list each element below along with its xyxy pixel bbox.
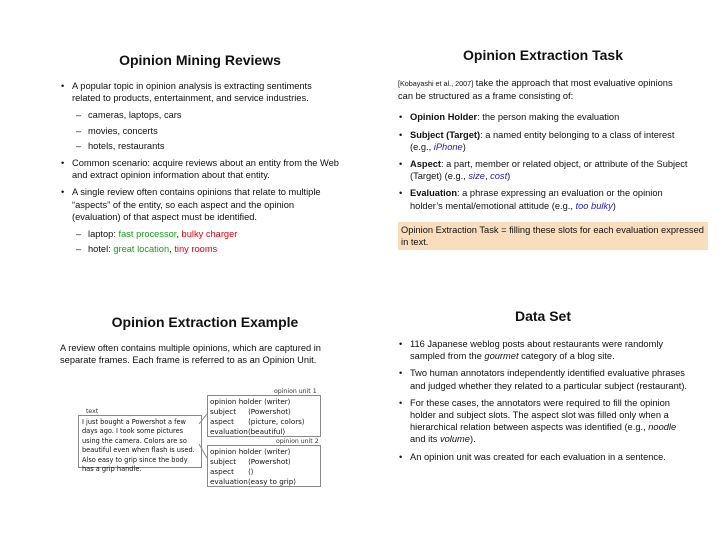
slot-value: ⟨easy to grip⟩ — [247, 477, 297, 486]
label: hotel: — [88, 244, 114, 255]
emphasis: noodle — [648, 422, 677, 433]
bullet-list — [60, 80, 340, 255]
slot-name: Subject (Target) — [410, 129, 481, 140]
citation: [Kobayashi et al., 2007] — [398, 79, 474, 88]
list-item: • Two human annotators independently identified evaluative phrases and judged whether they related to a particular subject (restaurant). — [398, 367, 688, 391]
list-item: • Common scenario: acquire reviews about an entity from the Web and extract opinion information about that entity. — [60, 157, 340, 181]
text-label: text — [86, 408, 99, 415]
slide-data-set — [398, 308, 688, 468]
bullet-text: A popular topic in opinion analysis is extracting sentiments related to products, entertainment, and service industries. — [72, 81, 312, 104]
text: ). — [469, 434, 476, 445]
emphasis: volume — [439, 434, 470, 445]
review-text: I just bought a Powershot a few days ago. I took some pictures using the camera. Colors are so beautiful even when flash is used. Also easy to grip since the body has a grip handle. — [82, 418, 195, 474]
text: category of a blog site. — [518, 351, 615, 362]
example: cost — [490, 171, 508, 182]
slot-desc: : a part, member or related object, or attribute of the Subject (Target) (e.g., — [410, 159, 688, 182]
separator: , — [484, 171, 491, 182]
slot-desc: : the person making the evaluation — [477, 112, 620, 123]
opinion-unit-figure — [76, 388, 326, 500]
paren: ) — [507, 171, 511, 182]
sub-list — [72, 228, 340, 255]
slot-name: Aspect — [410, 159, 442, 170]
intro-paragraph — [398, 77, 688, 102]
slot-key: subject — [210, 457, 237, 466]
slot-value: ⟨Powershot⟩ — [248, 457, 291, 466]
slot-key: evaluation — [210, 477, 248, 486]
slot-value: ⟨beautiful⟩ — [247, 427, 286, 436]
slot-row — [210, 397, 318, 407]
list-item-subject — [398, 129, 688, 153]
positive-aspect: fast processor — [118, 229, 177, 240]
text: For these cases, the annotators were required to fill the opinion holder and subject slots. The aspect slot was filled only when a hierarchical relation between aspects was identified (e.g., — [410, 397, 670, 433]
list-item-evaluation — [398, 187, 688, 211]
list-item — [60, 186, 340, 255]
sub-item: – cameras, laptops, cars — [72, 109, 340, 121]
list-item-aspect — [398, 158, 688, 182]
opinion-unit-2 — [207, 445, 321, 487]
slot-row — [210, 407, 318, 417]
slot-key: aspect — [210, 417, 234, 426]
example: iPhone — [433, 141, 463, 152]
slot-value: ⟨writer⟩ — [263, 447, 291, 456]
slot-key: aspect — [210, 467, 234, 476]
sub-item: – hotels, restaurants — [72, 140, 340, 152]
paren: ) — [462, 141, 466, 152]
slot-key: opinion holder — [210, 397, 262, 406]
bullet-text: A single review often contains opinions that relate to multiple “aspects” of the entity, so each aspect and the opinion (evaluation) of that aspect must be identified. — [72, 187, 321, 222]
opinion-unit-1 — [207, 395, 321, 437]
slot-name: Evaluation — [410, 188, 458, 199]
paren: ) — [612, 200, 616, 211]
list-item — [398, 397, 688, 446]
example: too bulky — [575, 200, 613, 211]
slot-row — [210, 467, 318, 477]
slide-title: Data Set — [514, 308, 572, 324]
bullet-list — [398, 338, 688, 463]
slide-title: Opinion Extraction Example — [111, 314, 299, 330]
list-item-holder — [398, 111, 688, 123]
slot-value: ⟨writer⟩ — [263, 397, 291, 406]
example: size — [468, 171, 485, 182]
connector-2 — [199, 444, 207, 458]
slot-value: ⟨picture, colors⟩ — [248, 417, 305, 426]
slot-row — [210, 417, 318, 427]
text: and its — [410, 434, 440, 445]
list-item — [60, 80, 340, 152]
text: 116 Japanese weblog posts about restaurants were randomly sampled from the — [410, 339, 664, 362]
emphasis: gourmet — [484, 351, 519, 362]
connector-1 — [199, 414, 207, 424]
slot-key: opinion holder — [210, 447, 262, 456]
slide-opinion-extraction-task — [398, 47, 704, 250]
task-definition-box: Opinion Extraction Task = filling these slots for each evaluation expressed in text. — [398, 222, 708, 250]
list-item: • An opinion unit was created for each evaluation in a sentence. — [398, 451, 688, 463]
unit1-label: opinion unit 1 — [274, 388, 317, 395]
intro-text: take the approach that most evaluative opinions can be structured as a frame consisting of: — [398, 78, 673, 102]
slide-opinion-mining-reviews — [60, 52, 340, 260]
slot-row — [210, 477, 318, 487]
sub-item-laptop — [72, 228, 340, 240]
slide-title: Opinion Mining Reviews — [119, 52, 281, 68]
unit2-label: opinion unit 2 — [276, 438, 319, 445]
sub-item: – movies, concerts — [72, 125, 340, 137]
separator: , — [169, 244, 175, 255]
sub-item-hotel — [72, 243, 340, 255]
positive-aspect: great location — [113, 244, 170, 255]
slide-title: Opinion Extraction Task — [463, 47, 623, 63]
slot-row — [210, 457, 318, 467]
description: A review often contains multiple opinions, which are captured in separate frames. Each frame is referred to as an Opinion Unit. — [60, 343, 321, 366]
separator: , — [176, 229, 182, 240]
label: laptop: — [88, 229, 119, 240]
slot-name: Opinion Holder — [410, 112, 478, 123]
slot-value: ⟨Powershot⟩ — [248, 407, 291, 416]
slot-key: subject — [210, 407, 237, 416]
slot-desc: : a named entity belonging to a class of interest (e.g., — [410, 129, 675, 152]
negative-aspect: bulky charger — [181, 229, 238, 240]
slot-list — [398, 111, 688, 211]
slot-value: ⟨⟩ — [248, 467, 254, 476]
slot-desc: : a phrase expressing an evaluation or the opinion holder’s mental/emotional attitude (e.g., — [410, 188, 663, 211]
list-item — [398, 338, 688, 362]
slot-row — [210, 447, 318, 457]
slot-key: evaluation — [210, 427, 248, 436]
sub-list — [72, 109, 340, 152]
slot-row — [210, 427, 318, 437]
negative-aspect: tiny rooms — [174, 244, 218, 255]
slide-opinion-extraction-example — [60, 314, 350, 366]
